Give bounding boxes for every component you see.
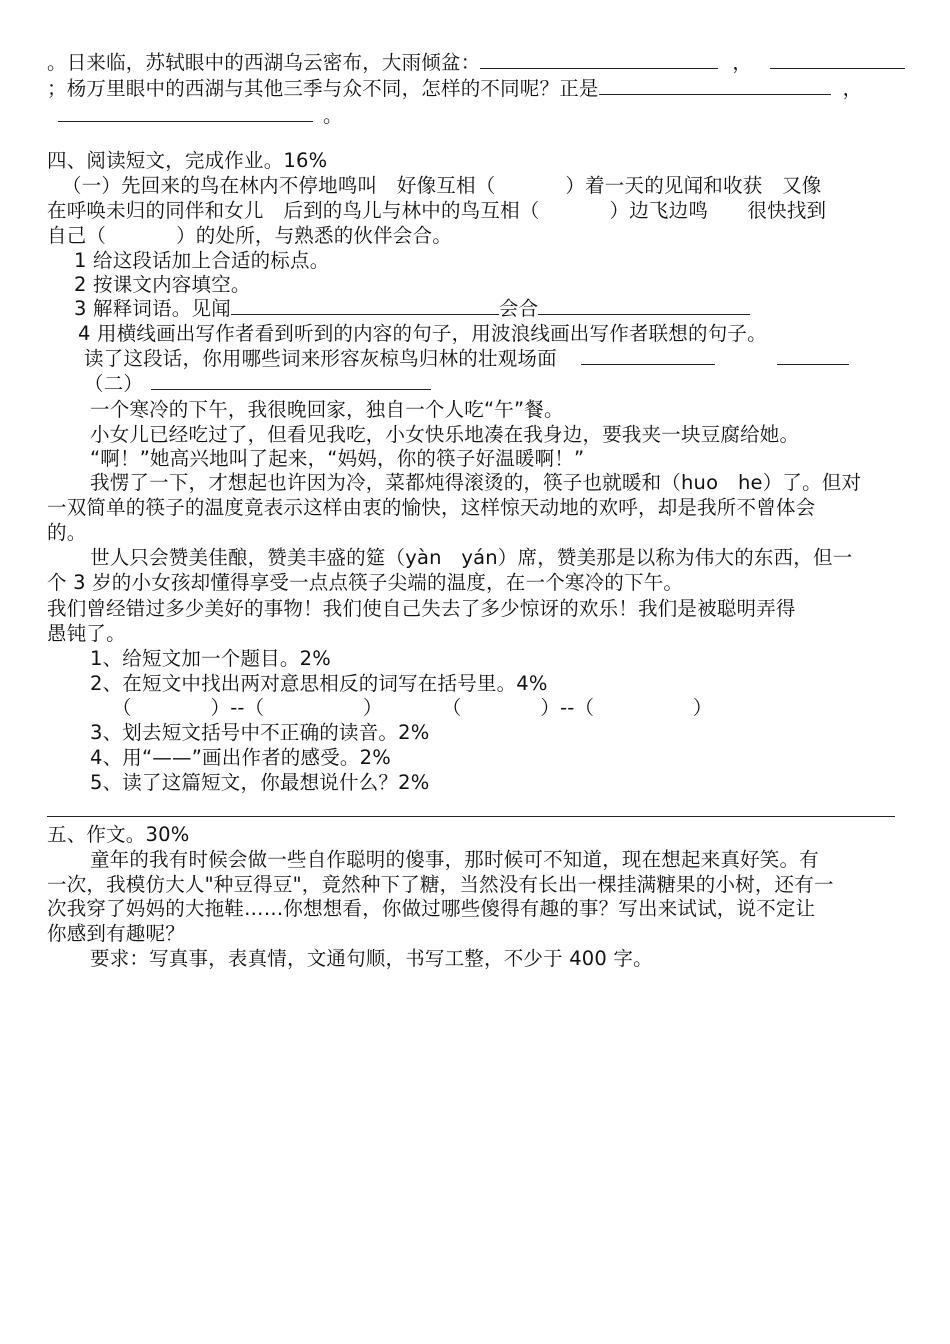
passage-text: ）边飞边鸣 很快找到 <box>609 199 827 222</box>
intro-text-1: 。日来临，苏轼眼中的西湖乌云密布，大雨倾盆： <box>47 51 481 74</box>
answer-blank[interactable] <box>58 103 313 122</box>
passage-2-para-2: 小女儿已经吃过了，但看见我吃，小女快乐地凑在我身边，要我夹一块豆腐给她。 <box>90 423 800 446</box>
essay-prompt-line-3: 次我穿了妈妈的大拖鞋……你想想看，你做过哪些傻得有趣的事？写出来试试，说不定让 <box>47 897 816 920</box>
question-1: 1 给这段话加上合适的标点。 <box>74 249 330 272</box>
section-5-heading: 五、作文。30% <box>47 823 190 846</box>
essay-prompt-line-1: 童年的我有时候会做一些自作聪明的傻事，那时候可不知道，现在想起来真好笑。有 <box>90 848 819 871</box>
title-blank[interactable] <box>151 371 431 390</box>
answer-blank[interactable] <box>231 296 499 315</box>
answer-blank[interactable] <box>581 346 715 365</box>
answer-blank[interactable] <box>538 296 750 315</box>
passage-text: ）的处所，与熟悉的伙伴会合。 <box>176 224 452 247</box>
essay-prompt-line-2: 一次，我模仿大人"种豆得豆"，竟然种下了糖，当然没有长出一棵挂满糖果的小树，还有一 <box>47 873 834 896</box>
essay-requirement: 要求：写真事，表真情，文通句顺，书写工整，不少于 400 字。 <box>90 947 653 970</box>
passage-2-para-4-line-1: 我愣了一下，才想起也许因为冷，菜都炖得滚烫的，筷子也就暖和（huo he）了。但对 <box>90 471 862 494</box>
passage-text: 在呼唤未归的同伴和女儿 后到的鸟儿与林中的鸟互相（ <box>47 199 540 222</box>
passage-text: ）着一天的见闻和收获 又像 <box>565 174 822 197</box>
passage-2-question-3: 3、划去短文括号中不正确的读音。2% <box>90 721 430 744</box>
intro-line-2 <box>47 76 862 102</box>
answer-blank[interactable] <box>480 50 718 69</box>
answer-line[interactable] <box>47 816 895 817</box>
passage-text: （一）先回来的鸟在林内不停地鸣叫 好像互相（ <box>62 174 496 197</box>
passage-2-question-2: 2、在短文中找出两对意思相反的词写在括号里。4% <box>90 672 548 695</box>
part-label: （二） <box>84 372 144 395</box>
passage-2-question-5: 5、读了这篇短文，你最想说什么？2% <box>90 771 430 794</box>
antonym-pairs[interactable]: （ ）--（ ） （ ）--（ ） <box>112 696 713 719</box>
passage-2-para-4-line-2: 一双简单的筷子的温度竟表示这样由衷的愉快，这样惊天动地的欢呼，却是我所不曾体会 <box>47 496 816 519</box>
question-text: 3 解释词语。见闻 <box>74 297 231 320</box>
essay-prompt-line-4: 你感到有趣呢？ <box>47 922 185 945</box>
passage-2-para-5-line-2: 个 3 岁的小女孩却懂得享受一点点筷子尖端的温度，在一个寒冷的下午。 <box>47 571 684 594</box>
answer-blank[interactable] <box>777 346 849 365</box>
question-text: 会合 <box>498 297 539 320</box>
passage-1-line-2 <box>47 198 826 224</box>
passage-2-para-1: 一个寒冷的下午，我很晚回家，独自一个人吃“午”餐。 <box>90 398 564 421</box>
section-4-heading: 四、阅读短文，完成作业。16% <box>47 149 328 172</box>
passage-2-question-1: 1、给短文加一个题目。2% <box>90 647 331 670</box>
passage-1-line-3 <box>47 223 452 249</box>
passage-2-label <box>84 371 431 397</box>
question-5 <box>84 346 849 372</box>
period: 。 <box>323 104 343 127</box>
answer-blank[interactable] <box>770 50 905 69</box>
question-2: 2 按课文内容填空。 <box>74 273 251 296</box>
passage-2-question-4: 4、用“——”画出作者的感受。2% <box>90 746 391 769</box>
passage-2-para-6-line-2: 愚钝了。 <box>47 622 126 645</box>
question-4: 4 用横线画出写作者看到听到的内容的句子，用波浪线画出写作者联想的句子。 <box>78 322 767 345</box>
intro-text-2: ；杨万里眼中的西湖与其他三季与众不同，怎样的不同呢？正是 <box>47 77 599 100</box>
comma: ， <box>842 77 863 100</box>
answer-blank[interactable] <box>599 76 831 95</box>
comma: ， <box>732 51 753 74</box>
intro-line-1 <box>47 50 905 76</box>
question-text: 读了这段话，你用哪些词来形容灰椋鸟归林的壮观场面 <box>84 347 557 370</box>
passage-2-para-3: “啊！”她高兴地叫了起来，“妈妈，你的筷子好温暖啊！” <box>90 447 585 470</box>
passage-1-line-1 <box>62 173 822 199</box>
passage-2-para-6-line-1: 我们曾经错过多少美好的事物！我们使自己失去了多少惊讶的欢乐！我们是被聪明弄得 <box>47 597 796 620</box>
passage-2-para-5-line-1: 世人只会赞美佳酿，赞美丰盛的筵（yàn yán）席，赞美那是以称为伟大的东西，但一 <box>90 546 853 569</box>
passage-2-para-4-line-3: 的。 <box>47 521 87 544</box>
intro-line-3 <box>58 103 343 129</box>
question-3 <box>74 296 750 322</box>
passage-text: 自己（ <box>47 224 107 247</box>
